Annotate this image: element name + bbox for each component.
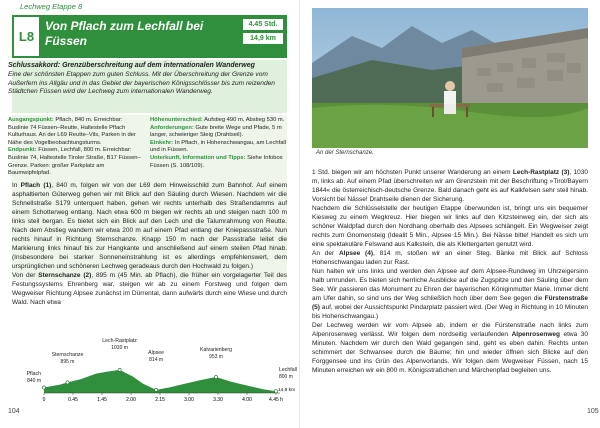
waypoint-marker <box>214 375 217 378</box>
waypoint-label: Kalvarienberg <box>199 347 233 353</box>
right-body-text <box>312 168 588 375</box>
time-tick-label: 2.00 <box>126 397 136 403</box>
paragraph-text: Von der <box>12 272 39 279</box>
elevation-label: Höhenunterschied: <box>150 117 203 123</box>
waypoint-marker <box>42 386 45 389</box>
waypoint-label: Pflach <box>26 371 41 377</box>
waypoint-altitude: 953 m <box>209 354 223 360</box>
page-number-right: 105 <box>587 408 599 415</box>
waypoint-marker <box>155 388 158 391</box>
paragraph-text: , 1030 m, links ab. Auf einem Pfad überschreiten wir am Grenzstein mit der Beschriftung »Tirol/Bayern 1844« die österreichisch-deutsche Grenze. Bald danach geht es auf Kalkfelsen sehr steil hinab. Vorsicht bei Nässe! Drahtseile dienen der Sicherung. <box>312 169 588 203</box>
time-tick-label: 3.00 <box>184 397 194 403</box>
lead-text: Eine der schönsten Etappen zum guten Schluss. Mit der Überschreitung der Grenze vom Außerfern ins Allgäu und in das Gebiet der bayerischen Königsschlösser bis zum reizenden Städtchen Füssen wird der Lechweg zum internationalen Wanderweg. <box>8 71 275 96</box>
waypoint-marker <box>66 381 69 384</box>
time-tick-label: 3.30 <box>213 397 223 403</box>
landscape-illustration <box>312 8 588 148</box>
waypoint-name: Lech-Rastplatz (3) <box>512 169 570 176</box>
waypoint-name: Alpenrosenweg <box>511 331 560 338</box>
distance-label: 14,9 km <box>278 388 296 393</box>
waypoint-name: Pflach (1) <box>20 182 52 189</box>
right-page <box>300 0 600 428</box>
time-tick-label: 4.00 <box>242 397 252 403</box>
elevation-text: Aufstieg 490 m, Abstieg 530 m. <box>204 117 285 123</box>
paragraph-text: Der Lechweg werden wir vom Alpsee ab, indem er die Fürstenstraße nach links zum Alpenrosenweg verlässt. Wir folgen dem nordseitig verlaufenden <box>312 322 588 338</box>
waypoint-marker <box>118 368 121 371</box>
time-tick-label: 2.15 <box>155 397 165 403</box>
paragraph-text: In <box>12 182 21 189</box>
paragraph-text: , 840 m, folgen wir von der L69 dem Hinweisschild zum Bahnhof. Auf einem asphaltierten Güterweg gehen wir mit Blick auf den Säuling durch Wiesen. Nachdem wir die Schnellstraße S179 unterquert haben, gehen wir rechts unterhalb des Straßendamms auf einem Schotterweg entlang. Nach etwa 600 m biegen wir rechts ab und steigen nach 100 m links steil bergan. Es bietet sich ein Blick auf den Lech und die Talumrahmung von Reutte. Nach dem Abstieg wandern wir etwa 200 m auf einem Pfad entlang der Kniepassstraße. Nun rechts hinauf in Richtung Sternschanze. Knapp 150 m nach der Passstraße leitet die Markierung links hinauf bis zur Hangkante und anschließend auf einem steilen Pfad hinab. (Insbesondere bei starker Sonneneinstrahlung ist es allerdings empfehlenswert, dem ursprünglichen und schöneren Lechweg geradeaus durch den Hochwald zu folgen.) <box>12 182 287 270</box>
time-tick-label: 0.45 <box>68 397 78 403</box>
time-tick-label: 0 <box>42 397 46 403</box>
tips-label: Unterkunft, Information und Tipps: <box>150 154 246 161</box>
stage-title: Von Pflach zum Lechfall bei Füssen <box>45 19 204 48</box>
waypoint-label: Sternschanze <box>51 352 84 358</box>
paragraph-text: etwa 30 Minuten. Nachdem wir durch den Wald gegangen sind, geht es eben dahin. Rechts unten schimmert der Schwansee durch die Bäume; hin und wieder öffnen sich Blicke auf den Forggensee und ins Grün des Alpenvorlands. Wir folgen dem Wegweiser Füssen, nach 15 Minuten erreichen wir ein 800 m. Königsstraßchen und Märchenpfad begleiten uns. <box>312 331 588 374</box>
paragraph <box>312 250 588 266</box>
info-column-left <box>8 117 143 178</box>
time-tick-label: 1.45 <box>97 397 107 403</box>
paragraph-text: , 895 m (45 Min. ab Pflach), die früher ein vorgelagerter Teil des Festungssystems Ehrenberg war, steigen wir ab zu einem Forstweg und folgen dem Wegweiser Richtung Alpsee zunächst im Dürrental, dann aufwärts durch eine Wiese und durch Wald. Nach etwa <box>12 272 287 306</box>
paragraph-text: , 814 m, stoßen wir an einer Steg. Bänke mit Blick auf Schloss Hohenschwangau laden zur Rast. <box>312 250 588 266</box>
paragraph-text: 1 Std. biegen wir am höchsten Punkt unserer Wanderung an einem <box>312 169 513 176</box>
running-head: Lechweg Etappe 8 <box>20 2 83 11</box>
end-label: Endpunkt: <box>8 147 37 154</box>
waypoint-name: Fürstenstraße (5) <box>312 295 588 311</box>
stage-header <box>12 15 287 58</box>
distance-badge: 14,9 km <box>243 33 283 44</box>
stage-badge: L8 <box>14 17 39 56</box>
waypoint-altitude: 895 m <box>60 359 75 365</box>
paragraph-text: Nachdem die Schlüsselstelle der heutigen Etappe überwunden ist, bringt uns ein bequemer Kiesweg zu einem Wegkreuz. Hier biegen wir links auf den Kitzsteinweg ein, der sich als schöner Waldpfad durch den Nordhang oberhalb des Alpsees schlängelt. Ein Wegweiser zeigt rechts zum Gnomensteig (Idealit 5 Min., Alpsee 15 Min.). Bei Nässe bitte! Handelt es sich um eine spektakuläre Felswand aus Kalkstein, die als Klettergarten genutzt wird. <box>312 205 588 248</box>
paragraph <box>312 205 588 248</box>
requirements-text: Gute breite Wege und Pfade, 5 m langer, schwieriger Steig (Drahtseil). <box>150 124 282 139</box>
waypoint-label: Lechfall <box>279 367 297 373</box>
page-number-left: 104 <box>8 408 20 415</box>
start-label: Ausgangspunkt: <box>8 117 54 123</box>
tips-text: Siehe Infobox Füssen (S. 108/109). <box>150 154 283 169</box>
waypoint-name: Sternschanze (2) <box>38 272 92 279</box>
waypoint-altitude: 840 m <box>27 378 41 384</box>
paragraph <box>12 272 287 306</box>
paragraph-text: Nun halten wir uns links und werden den Alpsee auf dem Alpsee-Rundweg im Uhrzeigersinn halb umrunden. Es bieten sich herrliche Ausblicke auf die Zugspitze und den Säuling über dem See. Wir passieren das Monument zu Ehren der bayerischen Königinmutter Marie. Immer dicht am Ufer dahin, so sind uns der Weg schließlich hoch über dem See gegen die <box>312 268 588 302</box>
refreshment-text: In Pflach, in Hohenschwangau, am Lechfall und in Füssen. <box>150 139 287 154</box>
waypoint-label: Lech-Rastplatz <box>102 338 137 344</box>
lead-title: Schlussakkord: Grenzüberschreitung auf dem internationalen Wanderweg <box>8 62 255 69</box>
end-text: Füssen, Lechfall, 800 m. Erreichbar: Buslinie 74, Haltestelle Tiroler Straße, B17 Füssen–Grenze. Parken: großer Parkplatz am Baumwipfelpfad. <box>8 147 141 177</box>
left-body-text <box>12 181 287 307</box>
waypoint-altitude: 800 m <box>279 374 293 380</box>
photo-caption: An der Sternschanze. <box>316 150 374 156</box>
waypoint-altitude: 1030 m <box>111 345 128 351</box>
paragraph <box>12 182 287 270</box>
refreshment-label: Einkehr: <box>150 139 174 146</box>
requirements-label: Anforderungen: <box>150 124 194 131</box>
info-column-right <box>150 117 287 170</box>
paragraph <box>312 169 588 203</box>
waypoint-label: Alpsee <box>148 350 165 356</box>
photo-sternschanze <box>312 8 588 148</box>
start-text: Pflach, 840 m. Erreichbar: Buslinie 74 Füssen–Reutte, Haltestelle Pflach Kulturhaus. An der L69 Reutte–Vils, Parken in der Nähe des Vogelbeobachtungsturms. <box>8 117 136 146</box>
waypoint-name: Alpsee (4) <box>338 250 373 257</box>
paragraph-text: An der <box>312 250 339 257</box>
paragraph-text: auf, wobei der Aussichtspunkt Pindarplatz passiert wird. (Der Weg in Richtung in 10 Minuten bis Hohenschwangau.) <box>312 304 588 320</box>
waypoint-altitude: 814 m <box>149 357 164 363</box>
time-tick-label: 4.45 h <box>269 397 283 403</box>
elevation-area <box>44 370 276 393</box>
elevation-profile <box>14 335 297 405</box>
duration-badge: 4.45 Std. <box>243 19 283 30</box>
